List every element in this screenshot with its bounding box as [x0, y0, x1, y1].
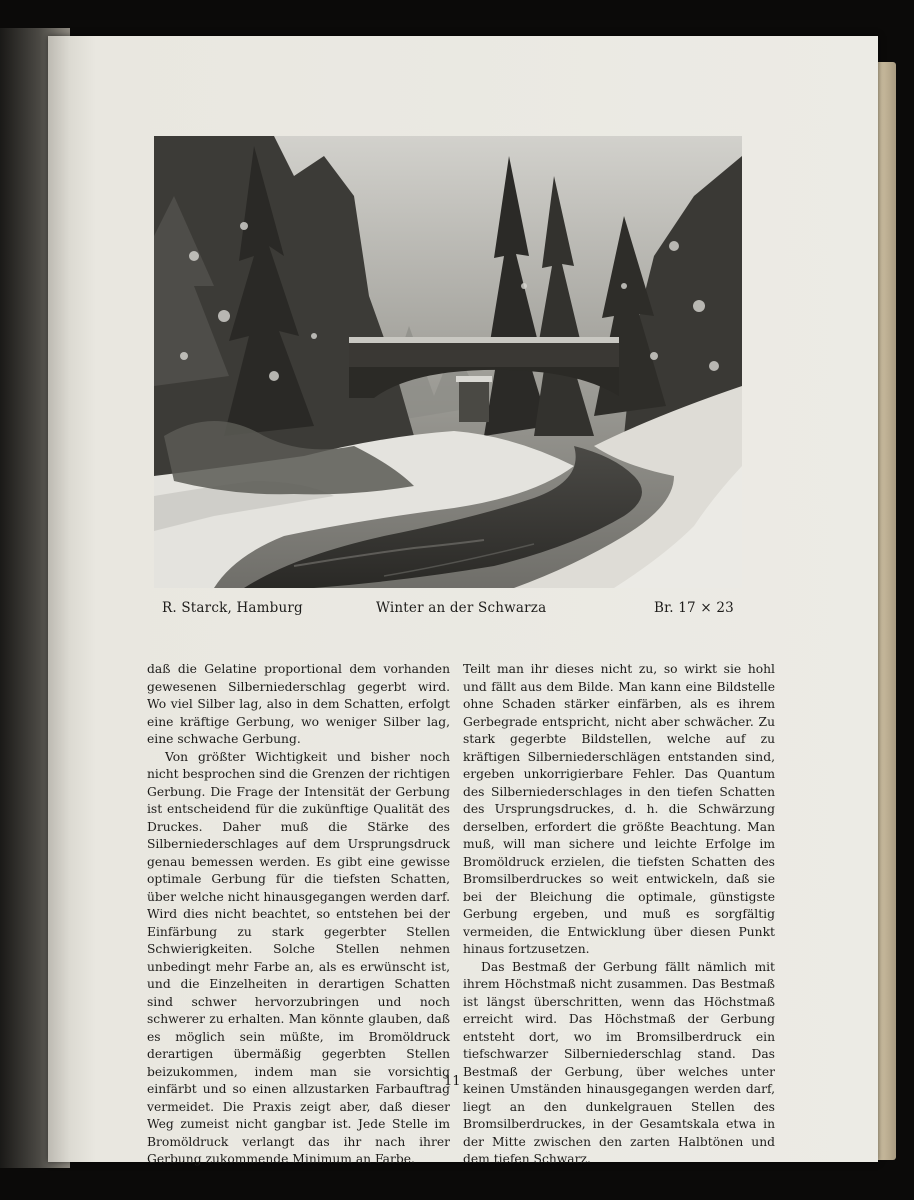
page-number: 11	[444, 1074, 461, 1089]
paragraph: Das Bestmaß der Gerbung fällt nämlich mit ihrem Höchstmaß nicht zusammen. Das Bestmaß ist längst überschritten, wenn das Höchstmaß erreicht wird. Das Höchstmaß der Gerbung entsteht dort, wo im Bromsilberdruck ein tiefschwarzer Silberniederschlag stand. Das Bestmaß der Gerbung, über welches unter keinen Umständen hinausgegangen werden darf, liegt an den dunkelgrauen Stellen des Bromsilberdruckes, in der Gesamtskala etwa in der Mitte zwischen den zarten Halbtönen und dem tiefen Schwarz.	[463, 959, 775, 1166]
photo-caption-title: Winter an der Schwarza	[376, 600, 547, 616]
paragraph: Teilt man ihr dieses nicht zu, so wirkt sie hohl und fällt aus dem Bilde. Man kann eine Bildstelle ohne Schaden stärker einfärben, als es ihrem Gerbegrade entspricht, nicht aber schwächer. Zu stark gegerbte Bildstellen, welche auf zu kräftigen Silberniederschlägen entstanden sind, ergeben unkorrigierbare Fehler. Das Quantum des Silberniederschlages in den tiefen Schatten des Ursprungsdruckes, d. h. die Schwärzung derselben, erfordert die größte Beachtung. Man muß, will man sichere und leichte Erfolge im Bromöldruck erzielen, die tiefsten Schatten des Bromsilberdruckes so weit entwickeln, daß sie bei der Bleichung die optimale, günstigste Gerbung ergeben, und muß es sorgfältig vermeiden, die Entwicklung über diesen Punkt hinaus fortzusetzen.	[463, 662, 775, 956]
winter-river-photo	[154, 136, 742, 588]
paragraph: Von größter Wichtigkeit und bisher noch nicht besprochen sind die Grenzen der richtigen Gerbung. Die Frage der Intensität der Gerbung ist entscheidend für die zukünftige Qualität des Druckes. Daher muß die Stärke des Silberniederschlages auf dem Ursprungsdruck genau bemessen werden. Es gibt eine gewisse optimale Gerbung für die tiefsten Schatten, über welche nicht hinausgegangen werden darf. Wird dies nicht beachtet, so entstehen bei der Einfärbung zu stark gegerbter Stellen Schwierigkeiten. Solche Stellen nehmen unbedingt mehr Farbe an, als es erwünscht ist, und die Einzelheiten in derartigen Schatten sind schwer hervorzubringen und noch schwerer zu erhalten. Man könnte glauben, daß es möglich sein müßte, im Bromöldruck derartigen übermäßig gegerbten Stellen beizukommen, indem man sie vorsichtig einfärbt und so einen allzustarken Farbauftrag vermeidet. Die Praxis zeigt aber, daß dieser Weg zumeist nicht gangbar ist. Jede Stelle im Bromöldruck verlangt das ihr nach ihrer Gerbung zukommende Minimum an Farbe.	[147, 749, 450, 1166]
text-column-left	[147, 661, 450, 1169]
photo-caption-author: R. Starck, Hamburg	[162, 600, 303, 616]
paragraph: daß die Gelatine proportional dem vorhanden gewesenen Silberniederschlag gegerbt wird. Wo viel Silber lag, also in dem Schatten, erfolgt eine kräftige Gerbung, wo weniger Silber lag, eine schwache Gerbung.	[147, 662, 450, 746]
photo-caption-size: Br. 17 × 23	[654, 600, 734, 616]
text-column-right	[463, 661, 775, 1169]
